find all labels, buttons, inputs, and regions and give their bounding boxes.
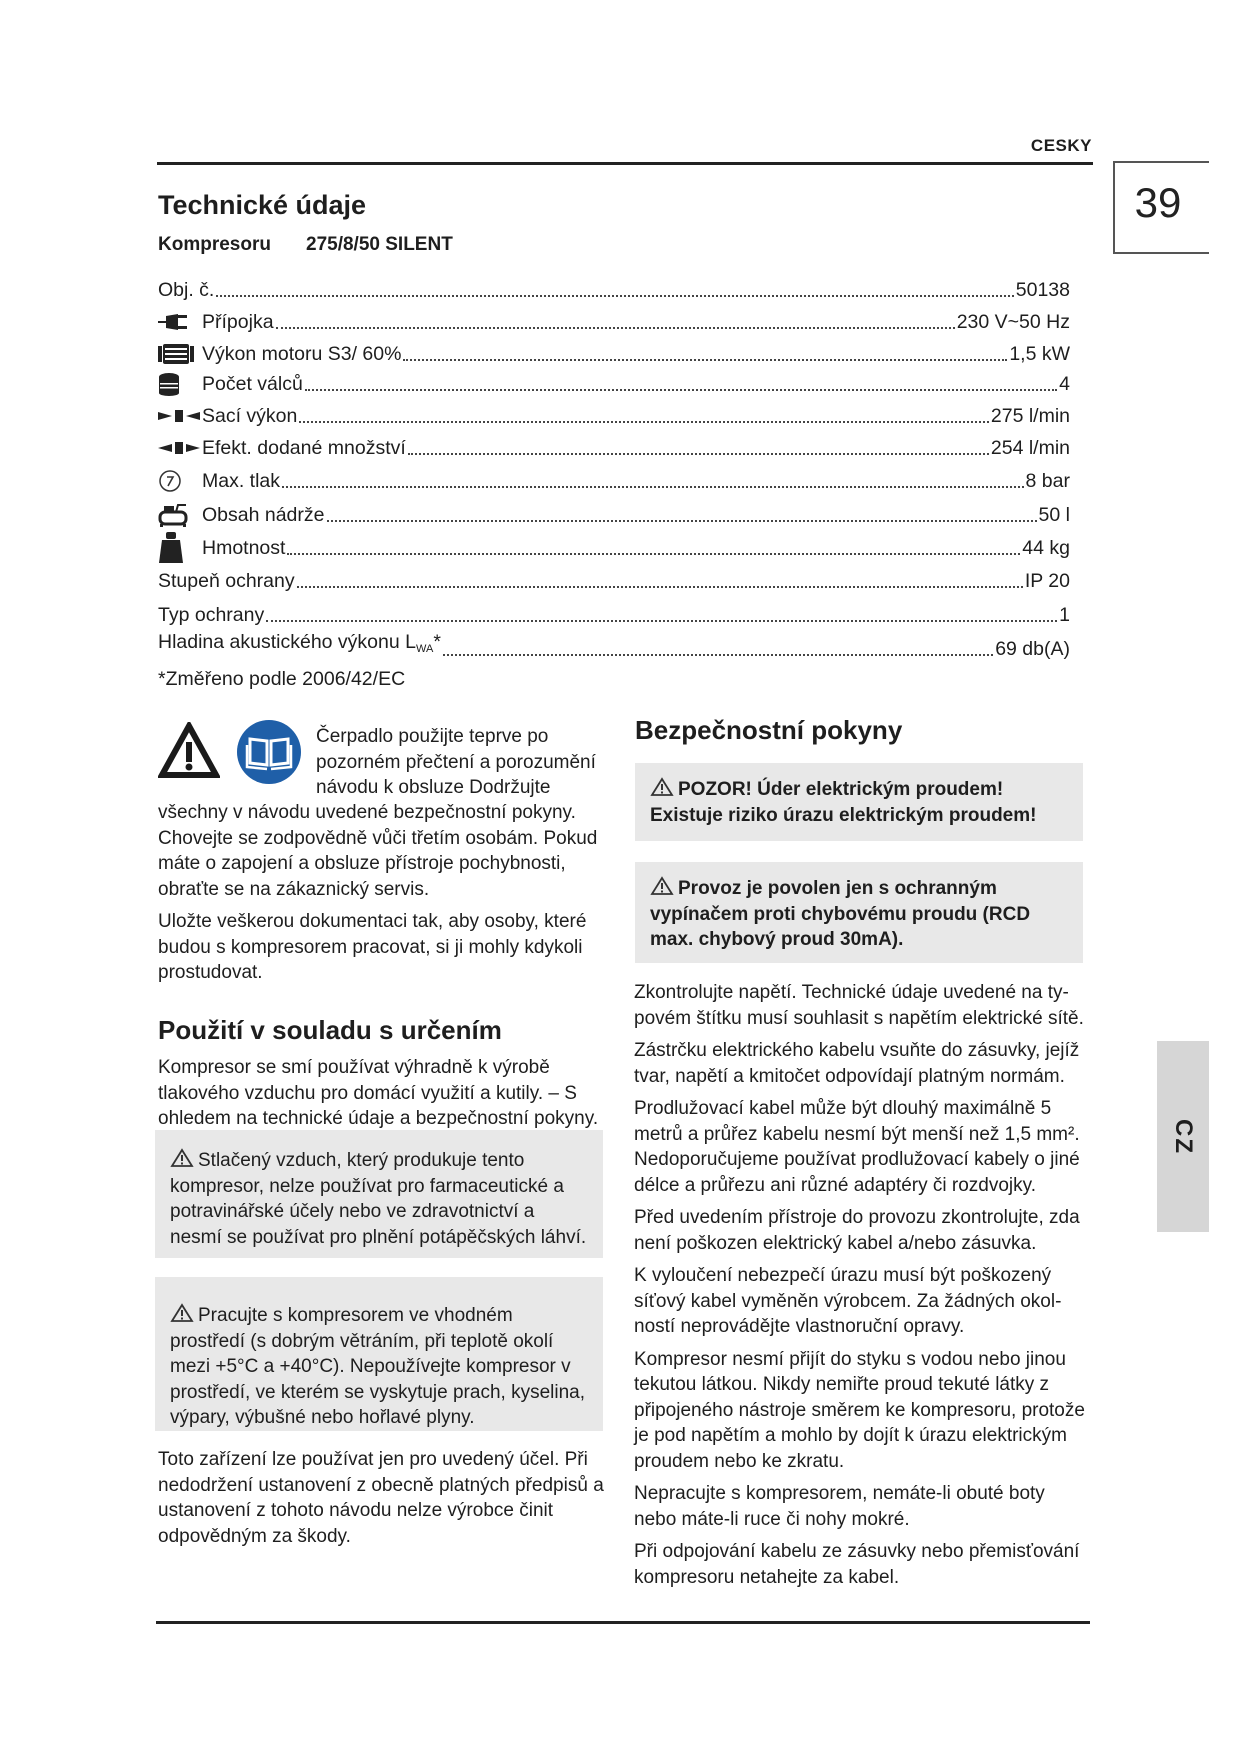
spec-label: Stupeň ochrany bbox=[158, 570, 295, 592]
intro-paragraph: všechny v návodu uvedené bezpečnostní pokyny. Chovejte se zodpovědně vůči třetím osobám. Pokud máte o zapojení a obsluze přístroje pochybnosti, obraťte se na zákaznický servis. bbox=[158, 802, 598, 900]
spec-row bbox=[158, 398, 1070, 428]
spec-label: Počet válců bbox=[202, 373, 303, 395]
notice-box-environment bbox=[155, 1277, 603, 1431]
gauge-icon bbox=[158, 469, 202, 493]
spec-row bbox=[158, 497, 1070, 527]
weight-icon bbox=[158, 536, 202, 560]
tech-data-title: Technické údaje bbox=[158, 190, 367, 220]
dot-leader bbox=[297, 585, 1023, 588]
spec-value: 69 db(A) bbox=[995, 638, 1070, 660]
spec-label: Hmotnost bbox=[202, 537, 286, 559]
dot-leader bbox=[403, 358, 1007, 361]
tank-icon bbox=[158, 503, 202, 527]
spec-row bbox=[158, 530, 1070, 560]
header-rule bbox=[157, 162, 1093, 165]
spec-row bbox=[158, 366, 1070, 396]
safety-paragraph: K vyloučení nebezpečí úrazu musí být poškozený síťový kabel vyměněn výrobcem. Za žádných okolností neprovádějte vlastnoruční opravy. bbox=[634, 1265, 1062, 1337]
dot-leader bbox=[305, 388, 1057, 391]
spec-label: Efekt. dodané množství bbox=[202, 437, 406, 459]
dot-leader bbox=[276, 326, 955, 329]
spec-label: Obj. č. bbox=[158, 279, 215, 301]
spec-footnote: *Změřeno podle 2006/42/EC bbox=[158, 668, 406, 690]
warning-icon bbox=[170, 1148, 194, 1168]
warning-text: POZOR! Úder elektrickým proudem! Existuje riziko úrazu elektrickým proudem! bbox=[650, 779, 1037, 826]
language-label: CESKY bbox=[1030, 136, 1092, 155]
safety-paragraph: Při odpojování kabelu ze zásuvky nebo přemisťování kompresoru netahejte za kabel. bbox=[634, 1541, 1080, 1588]
safety-paragraph: Prodlužovací kabel může být dlouhý maximálně 5 metrů a průřez kabelu nesmí být menší než 1,5 mm². Nedoporučujeme používat prodlužovací kabely o jiné délce a průřezu ani různé adaptéry či rozdvojky. bbox=[634, 1098, 1080, 1196]
plug-icon bbox=[158, 310, 202, 334]
closing-paragraph: Toto zařízení lze používat jen pro uvedený účel. Při nedodržení ustanovení z obecně platných předpisů a ustanovení z tohoto návodu nelze výrobce činit odpovědným za škody. bbox=[158, 1449, 604, 1547]
cylinder-icon bbox=[158, 372, 202, 396]
spec-label-subscript: WA bbox=[416, 643, 434, 655]
dot-leader bbox=[299, 420, 988, 423]
usage-heading: Použití v souladu s určením bbox=[158, 1015, 502, 1045]
warning-icon bbox=[650, 777, 674, 797]
warning-box-rcd bbox=[635, 862, 1083, 963]
spec-label: Max. tlak bbox=[202, 470, 281, 492]
spec-row bbox=[158, 463, 1070, 493]
spec-value: 50138 bbox=[1015, 279, 1070, 301]
output-icon bbox=[158, 436, 202, 460]
dot-leader bbox=[327, 519, 1037, 522]
warning-text: Provoz je povolen jen s ochranným vypínačem proti chybovému proudu (RCD max. chybový proud 30mA). bbox=[650, 878, 1031, 950]
dot-leader bbox=[443, 653, 993, 656]
spec-value: 275 l/min bbox=[990, 405, 1070, 427]
safety-paragraph: Kompresor nesmí přijít do styku s vodou nebo jinou tekutou látkou. Nikdy nemiřte proud tekuté látky z připojeného nástroje směrem ke kompresoru, protože je pod napětím a mohlo by dojít k úrazu elektrickým proudem nebo ke zkratu. bbox=[634, 1348, 1085, 1472]
footer-rule bbox=[156, 1621, 1090, 1624]
dot-leader bbox=[216, 294, 1013, 297]
dot-leader bbox=[408, 452, 989, 455]
page-number: 39 bbox=[1134, 179, 1182, 226]
safety-heading: Bezpečnostní pokyny bbox=[635, 715, 903, 745]
dot-leader bbox=[287, 552, 1020, 555]
dot-leader bbox=[266, 619, 1057, 622]
intro-line-1: Čerpadlo použijte teprve po bbox=[316, 726, 549, 747]
safety-paragraph: Nepracujte s kompresorem, nemáte-li obuté boty nebo máte-li ruce či nohy mokré. bbox=[634, 1483, 1045, 1530]
safety-paragraph: Před uvedením přístroje do provozu zkontrolujte, zda není poškozen elektrický kabel a/nebo zásuvka. bbox=[634, 1207, 1080, 1254]
documentation-paragraph: Uložte veškerou dokumentaci tak, aby osoby, které budou s kompresorem pracovat, si ji mohly kdykoli prostudovat. bbox=[158, 911, 587, 983]
spec-row bbox=[158, 304, 1070, 334]
spec-value: 1,5 kW bbox=[1009, 343, 1070, 365]
language-side-tab bbox=[1157, 1041, 1209, 1232]
warning-triangle-large-icon bbox=[158, 722, 220, 785]
notice-text: Stlačený vzduch, který produkuje tento kompresor, nelze používat pro farmaceutické a potravinářské účely nebo ve zdravotnictví a nesmí se používat pro plnění potápěčských láhví. bbox=[170, 1150, 587, 1248]
notice-box-compressed-air bbox=[155, 1130, 603, 1258]
intake-icon bbox=[158, 404, 202, 428]
spec-row bbox=[158, 336, 1070, 366]
spec-label: Typ ochrany bbox=[158, 604, 265, 626]
intro-line-3: návodu k obsluze Dodržujte bbox=[316, 777, 551, 798]
page-number-box bbox=[1113, 161, 1209, 254]
spec-label: Sací výkon bbox=[202, 405, 298, 427]
language-side-tab-label: CZ bbox=[1170, 1118, 1197, 1155]
warning-icon bbox=[170, 1303, 194, 1323]
spec-row bbox=[158, 597, 1070, 627]
warning-box-electric-shock bbox=[635, 763, 1083, 841]
dot-leader bbox=[282, 485, 1024, 488]
spec-row bbox=[158, 430, 1070, 460]
spec-value: 44 kg bbox=[1022, 537, 1070, 559]
intro-line-2: pozorném přečtení a porozumění bbox=[316, 751, 596, 773]
spec-value: 1 bbox=[1059, 604, 1070, 626]
notice-text: Pracujte s kompresorem ve vhodném prostředí (s dobrým větráním, při teplotě okolí mezi +5°C a +40°C). Nepoužívejte kompresor v prostředí, ve kterém se vyskytuje prach, kyselina, výpary, výbušné nebo hořlavé plyny. bbox=[170, 1305, 585, 1428]
spec-value: 4 bbox=[1059, 373, 1070, 395]
safety-paragraph: Zkontrolujte napětí. Technické údaje uvedené na typovém štítku musí souhlasit s napětím elektrické sítě. bbox=[634, 982, 1084, 1029]
spec-value: IP 20 bbox=[1024, 570, 1070, 592]
spec-label: Výkon motoru S3/ 60% bbox=[202, 343, 402, 365]
spec-row bbox=[158, 272, 1070, 302]
safety-paragraph: Zástrčku elektrického kabelu vsuňte do zásuvky, jejíž tvar, napětí a kmitočet odpovídají platným normám. bbox=[634, 1040, 1080, 1087]
warning-icon bbox=[650, 876, 674, 896]
usage-paragraph: Kompresor se smí používat výhradně k výrobě tlakového vzduchu pro domácí využití a kutily. – S ohledem na technické údaje a bezpečnostní pokyny. bbox=[158, 1057, 599, 1129]
spec-label: Hladina akustického výkonu $L_{WA}*$ bbox=[158, 631, 441, 655]
spec-label: Přípojka bbox=[202, 311, 274, 333]
spec-value: 254 l/min bbox=[990, 437, 1070, 459]
spec-label: Obsah nádrže bbox=[202, 504, 325, 526]
read-manual-icon bbox=[236, 719, 302, 790]
spec-value: 8 bar bbox=[1025, 470, 1070, 492]
model-label: Kompresoru bbox=[158, 234, 271, 255]
spec-row bbox=[158, 631, 1070, 661]
motor-icon bbox=[158, 342, 202, 366]
spec-row bbox=[158, 563, 1070, 593]
spec-value: 50 l bbox=[1038, 504, 1070, 526]
spec-value: 230 V~50 Hz bbox=[956, 311, 1070, 333]
model-value: 275/8/50 SILENT bbox=[306, 234, 453, 255]
